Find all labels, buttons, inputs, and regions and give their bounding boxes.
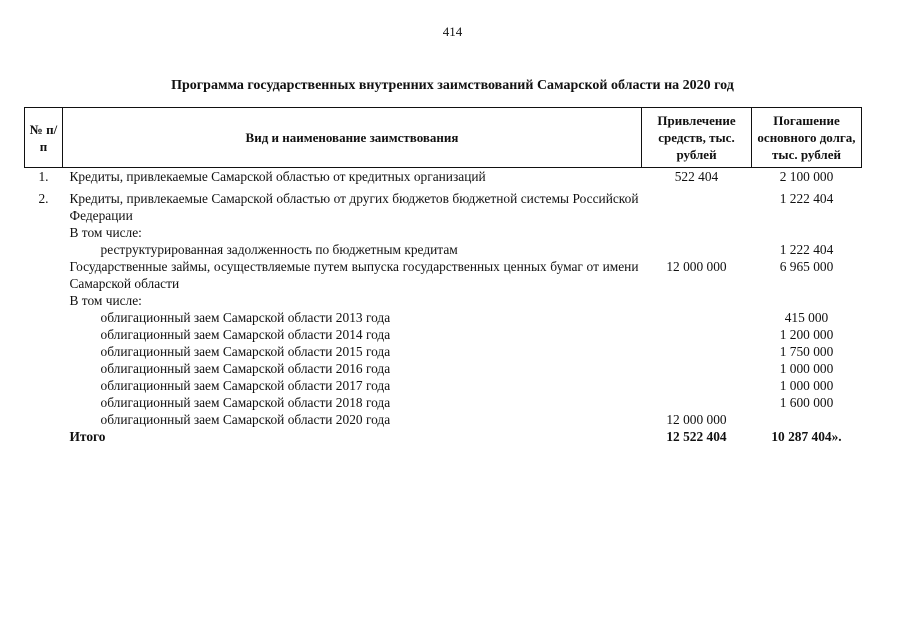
row-num: 2. — [38, 191, 49, 206]
row-name: Кредиты, привлекаемые Самарской областью от кредитных организаций — [69, 169, 486, 184]
row-repayment: 2 100 000 — [779, 169, 834, 184]
table-row — [25, 394, 862, 411]
row-repayment: 415 000 — [784, 310, 829, 325]
row-attraction — [642, 377, 752, 394]
table-row — [25, 241, 862, 258]
total-num — [25, 428, 63, 445]
row-num — [25, 377, 63, 394]
row-name: облигационный заем Самарской области 2018 года — [100, 395, 391, 410]
row-name: В том числе: — [69, 293, 142, 308]
table-row — [25, 292, 862, 309]
table-row — [25, 258, 862, 292]
row-attraction — [642, 224, 752, 241]
row-attraction: 12 000 000 — [666, 412, 727, 427]
row-name: облигационный заем Самарской области 2014 года — [100, 327, 391, 342]
row-num — [25, 309, 63, 326]
row-repayment: 1 222 404 — [779, 191, 834, 206]
table-row — [25, 326, 862, 343]
table-header-row — [25, 108, 862, 168]
row-repayment: 1 750 000 — [779, 344, 834, 359]
row-attraction — [642, 241, 752, 258]
header-num: № п/п — [25, 108, 63, 168]
row-attraction — [642, 292, 752, 309]
row-name: Кредиты, привлекаемые Самарской областью от других бюджетов бюджетной системы Российской Федерации — [69, 191, 639, 223]
row-attraction: 12 000 000 — [666, 259, 727, 274]
table-row — [25, 309, 862, 326]
header-repayment: Погашение основного долга, тыс. рублей — [752, 108, 862, 168]
page-number: 414 — [442, 24, 463, 39]
row-num — [25, 343, 63, 360]
row-num — [25, 241, 63, 258]
row-num — [25, 360, 63, 377]
borrowings-table — [24, 107, 862, 445]
row-name: облигационный заем Самарской области 2017 года — [100, 378, 391, 393]
row-attraction — [642, 360, 752, 377]
row-repayment: 1 000 000 — [779, 378, 834, 393]
total-row — [25, 428, 862, 445]
row-num — [25, 258, 63, 292]
row-num: 1. — [38, 169, 49, 184]
document-title: Программа государственных внутренних заимствований Самарской области на 2020 год — [171, 78, 734, 93]
row-num — [25, 326, 63, 343]
row-attraction — [642, 309, 752, 326]
row-num — [25, 411, 63, 428]
row-attraction: 522 404 — [674, 169, 719, 184]
row-repayment — [752, 411, 862, 428]
row-name: Государственные займы, осуществляемые путем выпуска государственных ценных бумаг от имени Самарской области — [69, 259, 639, 291]
table-row — [25, 411, 862, 428]
row-repayment: 1 600 000 — [779, 395, 834, 410]
row-attraction — [642, 185, 752, 224]
row-repayment: 1 000 000 — [779, 361, 834, 376]
row-name: В том числе: — [69, 225, 142, 240]
header-name: Вид и наименование заимствования — [63, 108, 642, 168]
row-name: облигационный заем Самарской области 2015 года — [100, 344, 391, 359]
row-attraction — [642, 326, 752, 343]
table-row — [25, 185, 862, 224]
row-name: облигационный заем Самарской области 2013 года — [100, 310, 391, 325]
table-row — [25, 377, 862, 394]
header-attraction: Привлечение средств, тыс. рублей — [642, 108, 752, 168]
row-num — [25, 224, 63, 241]
row-num — [25, 292, 63, 309]
total-repayment: 10 287 404». — [771, 429, 842, 444]
row-attraction — [642, 343, 752, 360]
row-repayment — [752, 292, 862, 309]
row-name: облигационный заем Самарской области 2020 года — [100, 412, 391, 427]
table-row — [25, 360, 862, 377]
row-repayment: 1 200 000 — [779, 327, 834, 342]
row-attraction — [642, 394, 752, 411]
table-row — [25, 343, 862, 360]
row-name: реструктурированная задолженность по бюджетным кредитам — [100, 242, 458, 257]
table-row — [25, 224, 862, 241]
table-row — [25, 168, 862, 186]
row-repayment — [752, 224, 862, 241]
total-attraction: 12 522 404 — [666, 429, 727, 444]
total-label: Итого — [69, 429, 106, 444]
row-repayment: 1 222 404 — [779, 242, 834, 257]
row-repayment: 6 965 000 — [779, 259, 834, 274]
row-num — [25, 394, 63, 411]
row-name: облигационный заем Самарской области 2016 года — [100, 361, 391, 376]
